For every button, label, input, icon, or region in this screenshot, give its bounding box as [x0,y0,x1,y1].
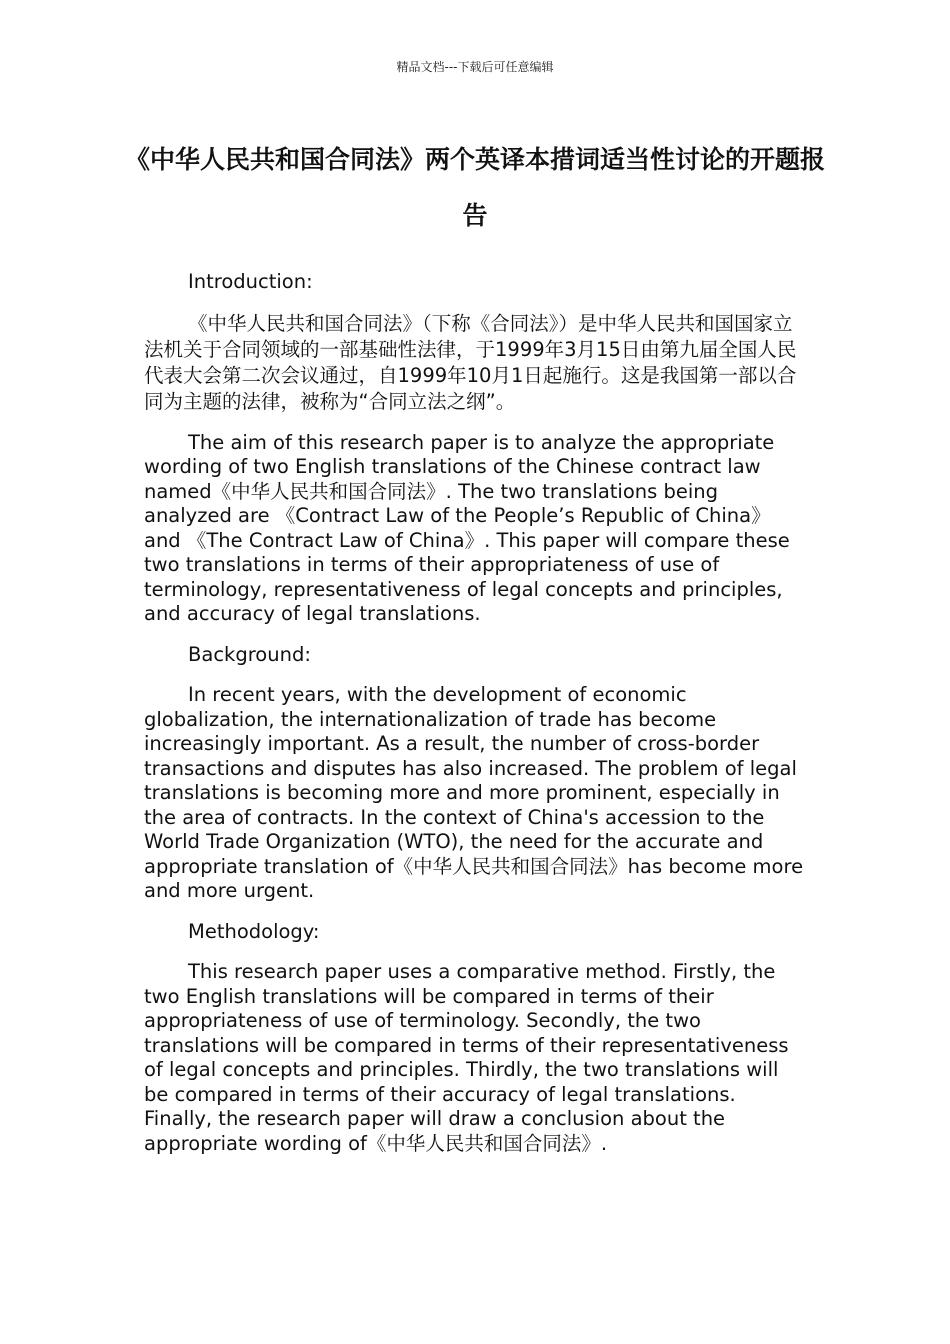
section-heading-background: Background: [188,642,311,666]
document-body [144,270,804,1172]
paragraph-background: In recent years, with the development of economic globalization, the internationalization of trade has become increasingly important. As a result, the number of cross-border transactions and disputes has also increased. The problem of legal translations is becoming more and more prominent, especially in the area of contracts. In the context of China's accession to the World Trade Organization (WTO), the need for the accurate and appropriate translation of《中华人民共和国合同法》has become more and more urgent. [144,683,804,902]
section-heading-methodology: Methodology: [188,919,320,943]
paragraph-methodology: This research paper uses a comparative method. Firstly, the two English translations will be compared in terms of their appropriateness of use of terminology. Secondly, the two translations will be compared in terms of their representativeness of legal concepts and principles. Thirdly, the two translations will be compared in terms of their accuracy of legal translations. Finally, the research paper will draw a conclusion about the appropriate wording of《中华人民共和国合同法》. [144,960,789,1155]
paragraph-introduction-chinese: 《中华人民共和国合同法》（下称《合同法》）是中华人民共和国国家立法机关于合同领域的一部基础性法律，于1999年3月15日由第九届全国人民代表大会第二次会议通过，自1999年10月1日起施行。这是我国第一部以合同为主题的法律，被称为“合同立法之纲”。 [144,311,797,413]
section-heading-introduction: Introduction: [188,270,313,293]
document-title: 《中华人民共和国合同法》两个英译本措词适当性讨论的开题报告 [124,145,825,230]
paragraph-introduction-english: The aim of this research paper is to analyze the appropriate wording of two English translations of the Chinese contract law named《中华人民共和国合同法》. The two translations being analyzed are 《Contract Law of the People’s Republic of China》 and 《The Contract Law of China》. This paper will compare these two translations in terms of their appropriateness of use of terminology, representativeness of legal concepts and principles, and accuracy of legal translations. [144,430,790,625]
header-note: 精品文档---下载后可任意编辑 [396,60,554,74]
